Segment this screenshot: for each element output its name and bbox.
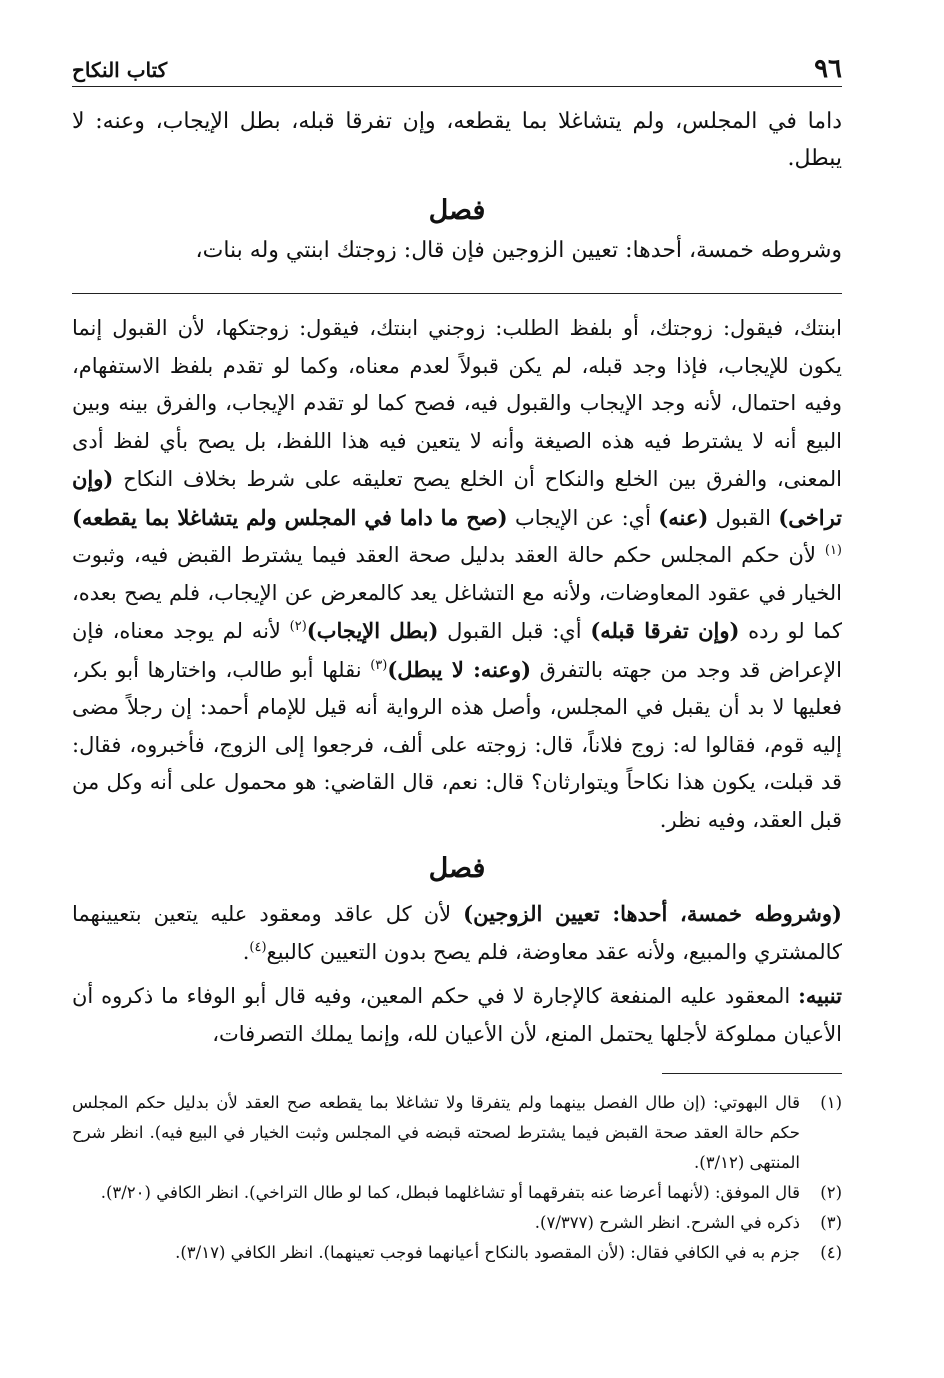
footnote-number: (٤) (820, 1243, 842, 1262)
sharh-text: ابنتك، فيقول: زوجتك، أو بلفظ الطلب: زوجني ابنتك، فيقول: زوجتكها، لأن القبول إنما يكون للإيجاب، فإذا وجد قبله، لم يكن قبولاً لعدم معناه، وكما لو تقدم بلفظ الاستفهام، وفيه احتمال، لأنه وجد الإيجاب والقبول فيه، فصح كما لو تقدم الإيجاب، والفرق بينه وبين البيع أنه لا يشترط فيه هذه الصيغة وأنه لا يتعين فيه هذا اللفظ، بل يصح بأي لفظ أدى المعنى، والفرق بين الخلع والنكاح أن الخلع يصح تعليقه على شرط بخلاف النكاح (72, 316, 842, 491)
section-heading-fasl-2: فصل (428, 853, 486, 884)
matn-sharh-divider (72, 293, 842, 294)
sharh-text: لأن حكم المجلس حكم حالة العقد بدليل صحة العقد فيما يشترط القبض فيه، وثبوت الخيار في عقود المعاوضات، ولأنه مع التشاغل يعد كالمعرض عن الإيجاب، فلم يصح بعده، كما لو رده (72, 543, 842, 643)
footnote-ref[interactable]: (٤) (249, 939, 267, 955)
matn-quote: (وإن تراخى) (72, 466, 843, 530)
sharh-text: أي: عن الإيجاب (514, 505, 651, 530)
footnote-ref[interactable]: (٣) (370, 657, 388, 673)
matn-quote: (بطل الإيجاب) (306, 618, 439, 643)
footnote-ref[interactable]: (١) (824, 543, 842, 558)
tanbih-text: المعقود عليه المنفعة كالإجارة لا في حكم المعين، وفيه قال أبو الوفاء ما ذكروه أن الأعيان مملوكة لأجلها يحتمل المنع، لأن الأعيان لله، وإنما يملك التصرفات، (72, 984, 842, 1046)
footnote-item (72, 1208, 842, 1238)
footnote-text: قال الموفق: (لأنهما أعرضا عنه بتفرقهما أو تشاغلهما فبطل، كما لو طال التراخي). انظر الكافي (٣/٢٠). (100, 1183, 800, 1202)
footnote-number: (١) (820, 1093, 842, 1112)
top-text-block: داما في المجلس، ولم يتشاغلا بما يقطعه، وإن تفرقا قبله، بطل الإيجاب، وعنه: لا يبطل. (72, 109, 842, 171)
matn-quote: (صح ما داما في المجلس ولم يتشاغلا بما يقطعه) (72, 504, 508, 530)
sharh-paragraph (72, 310, 842, 839)
section-heading-fasl: فصل (428, 195, 486, 226)
matn-text: وشروطه خمسة، أحدها: تعيين الزوجين فإن قال: زوجتك ابنتي وله بنات، (195, 238, 842, 263)
footnote-item (72, 1088, 842, 1178)
tanbih-paragraph (72, 977, 842, 1053)
sharh-text: . (242, 939, 250, 964)
matn-quote: (وعنه: لا يبطل) (387, 656, 532, 682)
footnote-item (72, 1238, 842, 1268)
sharh-text: لأن كل عاقد ومعقود عليه يتعين بتعيينهما كالمشتري والمبيع، ولأنه عقد معاوضة، فلم يصح بدون التعيين كالبيع (72, 902, 842, 964)
footnote-text: ذكره في الشرح. انظر الشرح (٧/٣٧٧). (534, 1213, 800, 1232)
page-header (72, 38, 842, 87)
sharh-text: القبول (715, 505, 771, 530)
sharh-paragraph-2 (72, 895, 842, 971)
footnote-rule (662, 1073, 842, 1074)
document-page (72, 38, 842, 1268)
sharh-text: لأنه لم يوجد معناه، فإن الإعراض قد وجد من جهته بالتفرق (72, 619, 842, 682)
footnote-number: (٣) (820, 1213, 842, 1232)
footnote-ref[interactable]: (٢) (289, 619, 307, 634)
matn-quote: (وإن تفرقا قبله) (590, 618, 740, 643)
footnotes (72, 1088, 842, 1268)
sharh-text: أي: قبل القبول (447, 619, 582, 643)
footnote-item (72, 1178, 842, 1208)
matn-quote: (وشروطه خمسة، أحدها: تعيين الزوجين) (463, 901, 842, 926)
page-number: ٩٦ (814, 54, 842, 84)
footnote-number: (٢) (820, 1183, 842, 1202)
footnote-text: جزم به في الكافي فقال: (لأن المقصود بالنكاح أعيانهما فوجب تعينهما). انظر الكافي (٣/١٧). (175, 1243, 800, 1262)
matn-quote: (عنه) (658, 504, 709, 530)
tanbih-label: تنبيه: (798, 983, 842, 1008)
sharh-text: نقلها أبو طالب، واختارها أبو بكر، فعليها لا بد أن يقبل في المجلس، وأصل هذه الرواية أنه قيل للإمام أحمد: إن رجلاً مضى إليه قوم، فقالوا له: زوج فلاناً، قال: زوجته على ألف، فرجعوا إلى الزوج، فأخبروه، فقال: قد قبلت، يكون هذا نكاحاً ويتوارثان؟ قال: نعم، قال القاضي: هو محمول على أنه وكل من قبل العقد، وفيه نظر. (72, 657, 842, 832)
book-title: كتاب النكاح (72, 58, 168, 82)
footnote-text: قال البهوتي: (إن طال الفصل بينهما ولم يتفرقا ولا تشاغلا بما يقطعه صح العقد لأن بدليل حكم المجلس حكم حالة العقد صحة القبض فيما يشترط لصحته قبضه في المجلس وثبت الخيار في البيع فيه). انظر شرح المنتهى (٣/١٢). (72, 1093, 800, 1172)
